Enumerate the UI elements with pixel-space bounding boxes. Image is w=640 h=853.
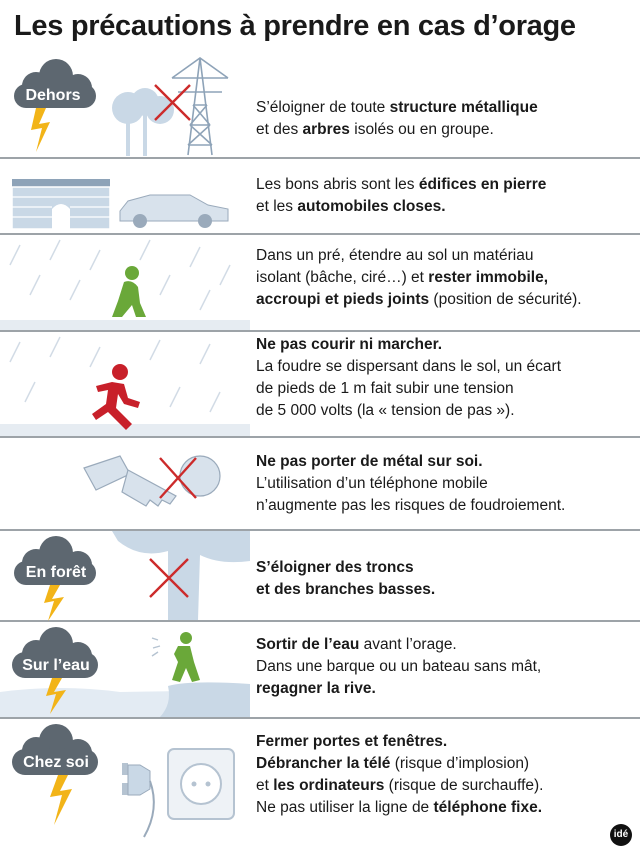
text-regular: isolant (bâche, ciré…) et [256,269,429,286]
publisher-logo: idé [610,824,632,846]
section-label-dehors: Dehors [25,87,81,104]
text-regular: Dans une barque ou un bateau sans mât, [256,658,542,675]
text-regular: Les bons abris sont les [256,176,419,193]
row-text [256,97,538,141]
row-shelters [0,159,640,233]
text-bold: édifices en pierre [418,176,547,193]
text-line [256,245,582,267]
text-regular: de 5 000 volts (la « tension de pas »). [256,402,515,419]
text-line [256,775,543,797]
text-regular: et les [256,198,298,215]
section-label-soi: Chez soi [23,754,89,771]
text-line [256,797,543,819]
text-bold: Fermer portes et fenêtres. [256,733,448,750]
row-text [256,731,543,819]
text-line [256,356,561,378]
text-line [256,196,546,218]
text-line [256,579,435,601]
row-text [256,334,561,422]
row-text [256,634,541,700]
text-bold: les ordinateurs [273,777,385,794]
text-bold: accroupi et pieds joints [256,291,430,308]
text-bold: rester immobile, [428,269,549,286]
row-home [0,719,640,839]
rain-runner-illustration [0,332,250,436]
text-line [256,267,582,289]
text-line [256,97,538,119]
row-no-running [0,332,640,436]
text-bold: Ne pas porter de métal sur soi. [256,453,483,470]
row-water [0,622,640,717]
cloud-icon [6,721,106,831]
text-line [256,451,565,473]
text-regular: et des [256,121,303,138]
text-regular: avant l’orage. [359,636,457,653]
section-label-foret: En forêt [25,564,87,581]
page-title: Les précautions à prendre en cas d’orage [14,10,576,42]
text-line [256,119,538,141]
text-bold: structure métallique [389,99,538,116]
text-line [256,400,561,422]
rain-crouch-illustration [0,235,250,330]
text-regular: isolés ou en groupe. [349,121,494,138]
text-regular: de pieds de 1 m fait subir une tension [256,380,514,397]
text-line [256,473,565,495]
text-bold: Sortir de l’eau [256,636,360,653]
row-no-metal [0,438,640,529]
key-coin-illustration [0,438,250,529]
text-line [256,334,561,356]
text-line [256,753,543,775]
text-bold: Débrancher la télé [256,755,391,772]
text-line [256,557,435,579]
cloud-icon [6,533,106,623]
row-crouch [0,235,640,330]
row-text [256,174,546,218]
text-line [256,731,543,753]
text-regular: (risque de surchauffe). [384,777,544,794]
text-line [256,174,546,196]
row-text [256,451,565,517]
text-regular: L’utilisation d’un téléphone mobile [256,475,488,492]
text-bold: et des branches basses. [256,581,436,598]
text-regular: et [256,777,274,794]
row-text [256,557,435,601]
text-line [256,378,561,400]
text-regular: Dans un pré, étendre au sol un matériau [256,247,534,264]
text-regular: La foudre se dispersant dans le sol, un écart [256,358,562,375]
text-regular: S’éloigner de toute [256,99,390,116]
row-forest [0,531,640,620]
text-bold: téléphone fixe. [433,799,543,816]
cloud-icon [6,624,106,716]
text-line [256,634,541,656]
cloud-icon [6,56,106,156]
section-label-eau: Sur l’eau [22,657,90,674]
text-regular: n’augmente pas les risques de foudroiement. [256,497,566,514]
row-metal-structures [0,50,640,157]
text-line [256,656,541,678]
text-bold: regagner la rive. [256,680,376,697]
stone-bridge-car-illustration [0,159,250,233]
text-bold: automobiles closes. [297,198,446,215]
text-line [256,678,541,700]
text-regular: Ne pas utiliser la ligne de [256,799,434,816]
text-regular: (risque d’implosion) [390,755,530,772]
text-line [256,289,582,311]
row-text [256,245,582,311]
text-bold: Ne pas courir ni marcher. [256,336,443,353]
text-line [256,495,565,517]
text-regular: (position de sécurité). [429,291,582,308]
text-bold: arbres [302,121,350,138]
text-bold: S’éloigner des troncs [256,559,414,576]
